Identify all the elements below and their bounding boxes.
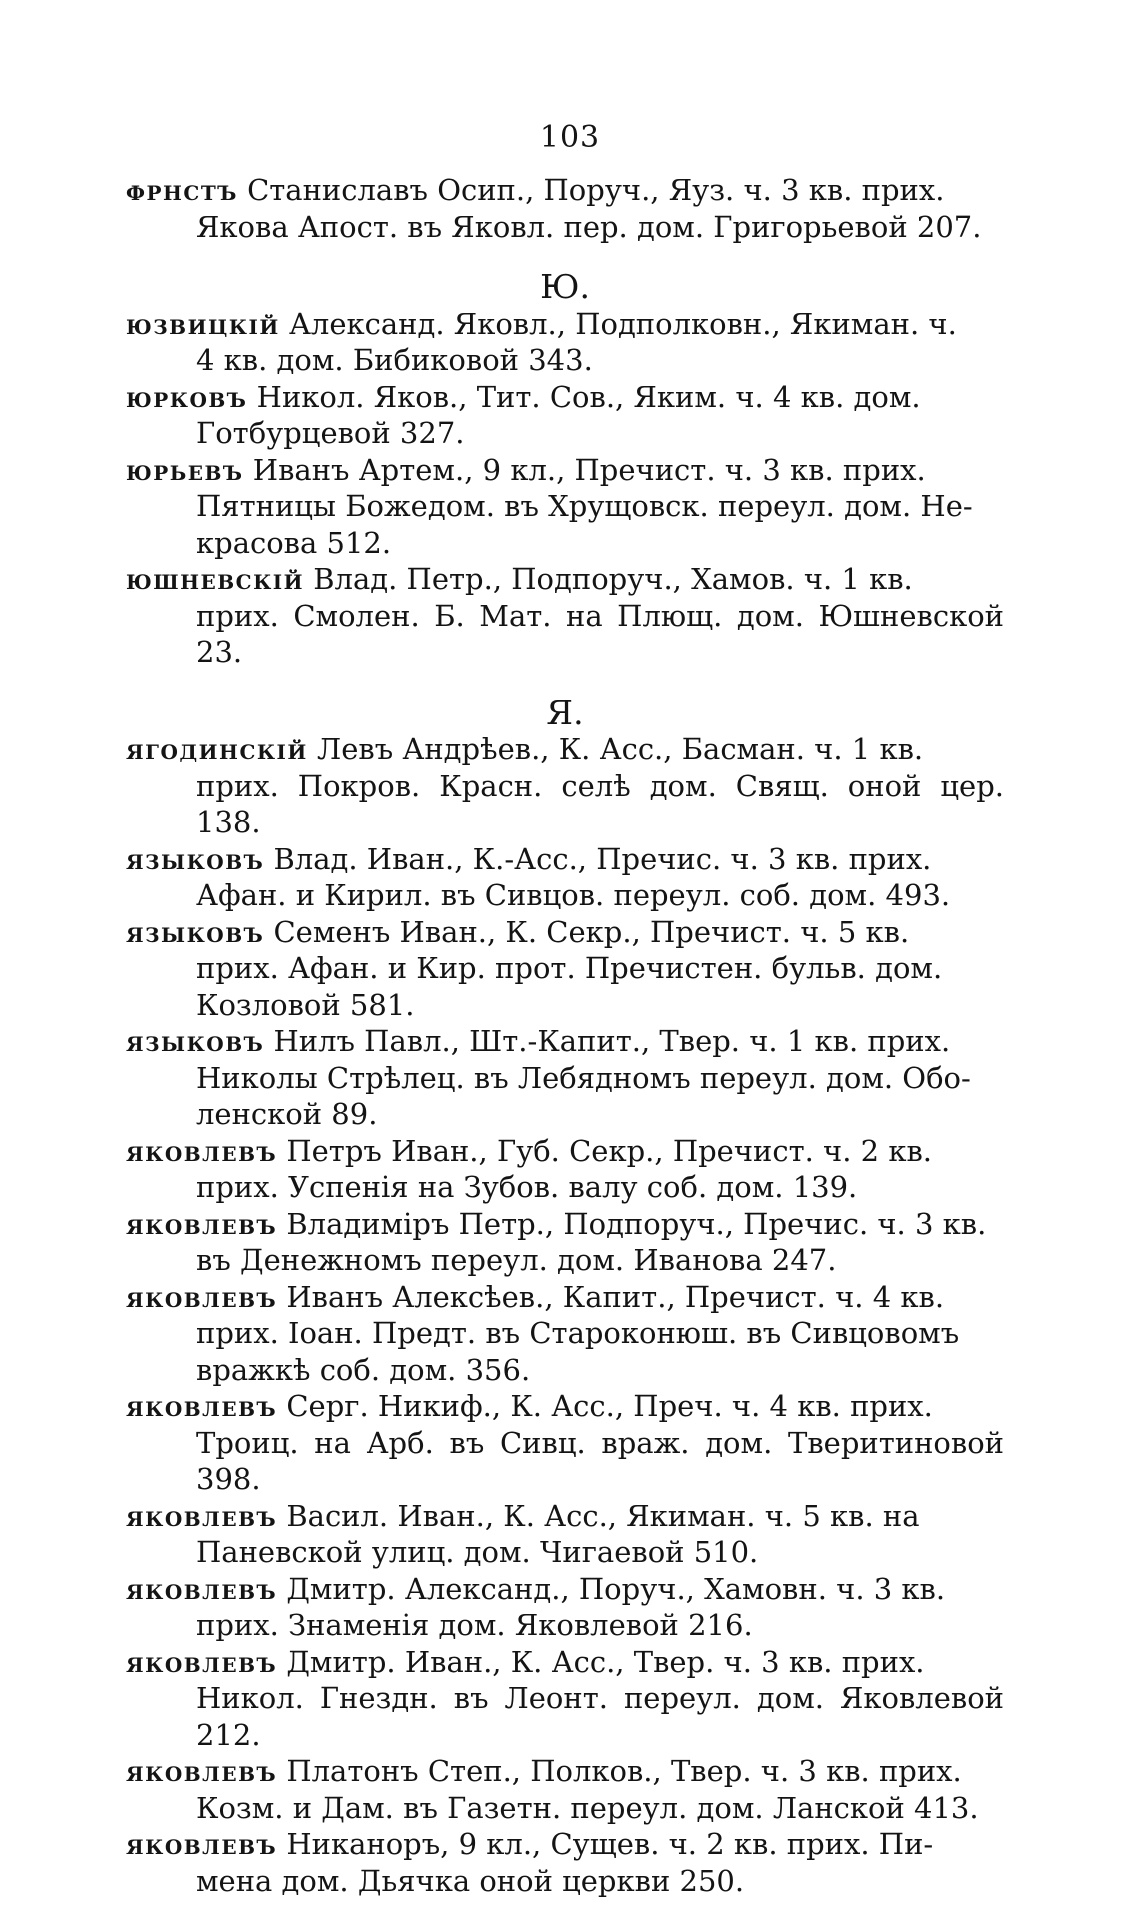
directory-entry: [126, 731, 1004, 841]
entry-continuation: Троиц. на Арб. въ Сивц. враж. дом. Тверитиновой 398.: [196, 1425, 1004, 1496]
entry-continuation: прих. Смолен. Б. Мат. на Плющ. дом. Юшневской 23.: [196, 598, 1004, 669]
entry-surname: фрнстъ: [126, 173, 238, 207]
entry-continuation: прих. Покров. Красн. селѣ дом. Свящ. оной цер. 138.: [196, 768, 1004, 839]
entry-surname: яковлевъ: [126, 1571, 278, 1606]
entry-line: Дмитр. Иван., К. Асс., Твер. ч. 3 кв. прих.: [286, 1644, 925, 1679]
entry-surname: яковлевъ: [126, 1389, 278, 1423]
entry-line: Иванъ Алексѣев., Капит., Пречист. ч. 4 кв.: [286, 1279, 945, 1314]
entry-line: Владиміръ Петр., Подпоруч., Пречис. ч. 3 кв.: [286, 1206, 987, 1241]
entry-line: Влад. Петр., Подпоруч., Хамов. ч. 1 кв.: [313, 562, 913, 596]
entry-continuation: Никол. Гнездн. въ Леонт. переул. дом. Яковлевой 212.: [196, 1681, 1004, 1752]
entry-continuation: мена дом. Дьячка оной церкви 250.: [196, 1863, 745, 1898]
entry-surname: языковъ: [126, 914, 265, 949]
directory-entry: [126, 379, 1004, 452]
entry-line: Никол. Яков., Тит. Сов., Яким. ч. 4 кв. дом.: [256, 379, 921, 414]
directory-entry: [126, 1644, 1004, 1754]
entry-line: Семенъ Иван., К. Секр., Пречист. ч. 5 кв.: [273, 914, 910, 949]
entry-continuation: Афан. и Кирил. въ Сивцов. переул. соб. дом. 493.: [196, 878, 951, 912]
entry-surname: юшневскій: [126, 562, 305, 596]
entry-continuation: въ Денежномъ переул. дом. Иванова 247.: [196, 1243, 837, 1277]
entry-line: Левъ Андрѣев., К. Асс., Басман. ч. 1 кв.: [317, 732, 924, 766]
entry-continuation: Паневской улиц. дом. Чигаевой 510.: [196, 1535, 759, 1569]
entry-continuation: Козловой 581.: [196, 987, 415, 1022]
entry-continuation: Николы Стрѣлец. въ Лебядномъ переул. дом. Обо-: [196, 1060, 971, 1095]
directory-entry: [126, 452, 1004, 562]
directory-entry: [126, 1826, 1004, 1899]
entry-surname: языковъ: [126, 1024, 265, 1058]
directory-entry: [126, 1133, 1004, 1206]
entry-line: Никаноръ, 9 кл., Сущев. ч. 2 кв. прих. Пи-: [286, 1827, 934, 1861]
entry-line: Васил. Иван., К. Асс., Якиман. ч. 5 кв. на: [286, 1498, 920, 1533]
entry-surname: яковлевъ: [126, 1498, 278, 1533]
directory-entry: [126, 1753, 1004, 1826]
entry-continuation: Пятницы Божедом. въ Хрущовск. переул. дом. Не-: [196, 489, 973, 523]
entry-line: Дмитр. Александ., Поруч., Хамовн. ч. 3 кв.: [286, 1571, 946, 1606]
directory-entry: [126, 914, 1004, 1024]
entry-continuation: прих. Знаменія дом. Яковлевой 216.: [196, 1608, 753, 1642]
entry-surname: юрьевъ: [126, 452, 244, 487]
entry-line: Александ. Яковл., Подполковн., Якиман. ч.: [288, 306, 957, 341]
directory-entry: [126, 1498, 1004, 1571]
entry-surname: яковлевъ: [126, 1133, 278, 1168]
entry-line: Иванъ Артем., 9 кл., Пречист. ч. 3 кв. прих.: [252, 452, 926, 487]
entry-surname: юрковъ: [126, 379, 248, 414]
entry-surname: яковлевъ: [126, 1644, 278, 1679]
entry-continuation: ленской 89.: [196, 1097, 378, 1131]
directory-entry: [126, 1571, 1004, 1644]
entry-continuation: Готбурцевой 327.: [196, 416, 465, 450]
entry-continuation: прих. Іоан. Предт. въ Староконюш. въ Сивцовомъ: [196, 1316, 960, 1350]
entry-line: Станиславъ Осип., Поруч., Яуз. ч. 3 кв. прих.: [247, 173, 945, 207]
directory-entry: [126, 1279, 1004, 1389]
entry-line: Влад. Иван., К.-Асс., Пречис. ч. 3 кв. прих.: [273, 841, 932, 876]
entry-continuation: вражкѣ соб. дом. 356.: [196, 1352, 531, 1387]
directory-entry: [126, 306, 1004, 379]
directory-entry: [126, 1388, 1004, 1498]
entry-continuation: 4 кв. дом. Бибиковой 343.: [196, 343, 593, 377]
section-heading-yu: Ю.: [540, 267, 590, 306]
entry-line: Платонъ Степ., Полков., Твер. ч. 3 кв. прих.: [286, 1754, 962, 1788]
entry-line: Петръ Иван., Губ. Секр., Пречист. ч. 2 кв.: [286, 1133, 933, 1168]
entry-surname: ягодинскій: [126, 732, 308, 766]
entry-continuation: Козм. и Дам. въ Газетн. переул. дом. Ланской 413.: [196, 1790, 979, 1825]
entry-continuation: прих. Афан. и Кир. прот. Пречистен. бульв. дом.: [196, 951, 943, 985]
directory-text: [126, 172, 1004, 1899]
page-number: 103: [539, 120, 601, 155]
entry-continuation: Якова Апост. въ Яковл. пер. дом. Григорьевой 207.: [196, 209, 982, 244]
entry-surname: языковъ: [126, 841, 265, 876]
directory-entry: [126, 172, 1004, 245]
entry-surname: юзвицкій: [126, 306, 280, 341]
directory-entry: [126, 561, 1004, 671]
entry-line: Серг. Никиф., К. Асс., Преч. ч. 4 кв. прих.: [286, 1389, 933, 1423]
entry-continuation: прих. Успенія на Зубов. валу соб. дом. 139.: [196, 1170, 858, 1204]
entry-surname: яковлевъ: [126, 1754, 278, 1788]
entry-surname: яковлевъ: [126, 1279, 278, 1314]
directory-entry: [126, 841, 1004, 914]
section-heading-ya: Я.: [546, 692, 584, 732]
directory-entry: [126, 1023, 1004, 1133]
entry-surname: яковлевъ: [126, 1827, 278, 1861]
directory-entry: [126, 1206, 1004, 1279]
entry-line: Нилъ Павл., Шт.-Капит., Твер. ч. 1 кв. прих.: [273, 1024, 951, 1058]
entry-surname: яковлевъ: [126, 1206, 278, 1241]
entry-continuation: красова 512.: [196, 525, 392, 560]
